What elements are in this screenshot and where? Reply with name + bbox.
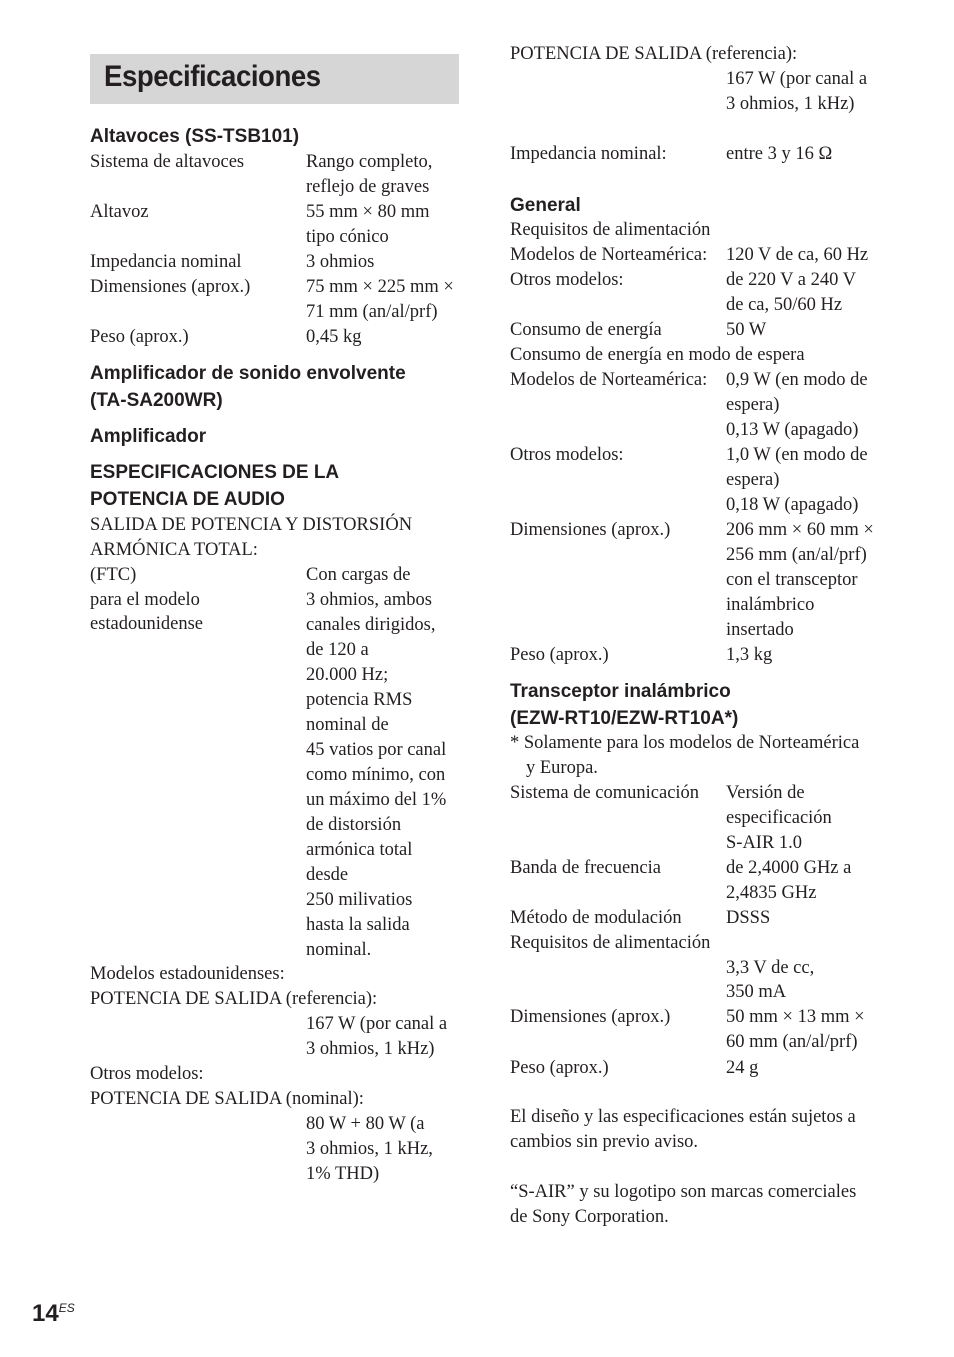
consumption-value: 50 W (726, 320, 767, 340)
spec-label: Sistema de altavoces (90, 152, 245, 172)
amplifier-heading: Amplificador (90, 426, 207, 447)
ref-output-value: 167 W (por canal a (726, 69, 868, 89)
dims-value: 206 mm × 60 mm × (726, 520, 874, 540)
impedance-value: entre 3 y 16 Ω (726, 144, 833, 164)
dims-value: insertado (726, 620, 794, 640)
spec-value: 0,45 kg (306, 327, 362, 347)
dims-value: con el transceptor (726, 570, 858, 590)
ftc-value-line: Con cargas de (306, 565, 411, 585)
ftc-label: estadounidense (90, 614, 204, 634)
us-models-label: Modelos estadounidenses: (90, 964, 285, 984)
ref-output-value: 3 ohmios, 1 kHz) (306, 1039, 435, 1059)
spec-label: Impedancia nominal (90, 252, 242, 272)
other-models-value: de 220 V a 240 V (726, 270, 857, 290)
spec-value: Rango completo, (306, 152, 433, 172)
spec-value: 75 mm × 225 mm × (306, 277, 454, 297)
tweight-value: 24 g (726, 1058, 759, 1078)
footnote: y Europa. (526, 758, 598, 778)
ftc-value-line: 250 milivatios (306, 890, 413, 910)
consumption-label: Consumo de energía (510, 320, 662, 340)
audio-heading: POTENCIA DE AUDIO (90, 489, 285, 510)
dims-value: 256 mm (an/al/prf) (726, 545, 867, 565)
transceiver-heading: Transceptor inalámbrico (510, 681, 731, 702)
trademark: “S-AIR” y su logotipo son marcas comerciales (510, 1182, 857, 1202)
ref-output-value: 167 W (por canal a (306, 1014, 448, 1034)
ftc-value-line: armónica total (306, 840, 413, 860)
standby-na-label: Modelos de Norteamérica: (510, 370, 708, 390)
weight-label: Peso (aprox.) (510, 645, 609, 665)
amp-heading: Amplificador de sonido envolvente (90, 363, 406, 384)
ftc-value-line: canales dirigidos, (306, 615, 436, 635)
nominal-output-value: 80 W + 80 W (a (306, 1114, 425, 1134)
page-lang: ES (58, 1301, 75, 1315)
ftc-label: (FTC) (90, 565, 137, 585)
nominal-output-value: 3 ohmios, 1 kHz, (306, 1139, 433, 1159)
spec-value: 3 ohmios (306, 252, 375, 272)
other-models-value: de ca, 50/60 Hz (726, 295, 843, 315)
spec-label: Dimensiones (aprox.) (90, 277, 251, 297)
page-title: Especificaciones (104, 60, 321, 93)
trademark: de Sony Corporation. (510, 1207, 669, 1227)
ftc-value-line: un máximo del 1% (306, 790, 447, 810)
tdims-label: Dimensiones (aprox.) (510, 1007, 671, 1027)
standby-other-value: espera) (726, 470, 780, 490)
spec-label: Peso (aprox.) (90, 327, 189, 347)
na-models-label: Modelos de Norteamérica: (510, 245, 708, 265)
ftc-label: para el modelo (90, 590, 200, 610)
ftc-value-line: 45 vatios por canal (306, 740, 447, 760)
power-req-label: Requisitos de alimentación (510, 220, 711, 240)
tpower-value: 350 mA (726, 982, 787, 1002)
ref-output-value: 3 ohmios, 1 kHz) (726, 94, 855, 114)
comm-label: Sistema de comunicación (510, 783, 700, 803)
general-heading: General (510, 195, 581, 216)
comm-value: especificación (726, 808, 832, 828)
nominal-output-value: 1% THD) (306, 1164, 380, 1184)
spec-value: reflejo de graves (306, 177, 430, 197)
other-models-label: Otros modelos: (510, 270, 624, 290)
standby-label: Consumo de energía en modo de espera (510, 345, 805, 365)
tweight-label: Peso (aprox.) (510, 1058, 609, 1078)
ftc-value-line: potencia RMS (306, 690, 413, 710)
comm-value: Versión de (726, 783, 805, 803)
band-value: de 2,4000 GHz a (726, 858, 852, 878)
spec-value: tipo cónico (306, 227, 389, 247)
tdims-value: 60 mm (an/al/prf) (726, 1032, 858, 1052)
speakers-heading: Altavoces (SS-TSB101) (90, 126, 300, 147)
tdims-value: 50 mm × 13 mm × (726, 1007, 865, 1027)
amp-heading: (TA-SA200WR) (90, 390, 223, 411)
band-label: Banda de frecuencia (510, 858, 661, 878)
tpower-value: 3,3 V de cc, (726, 958, 815, 978)
ftc-value-line: desde (306, 865, 349, 885)
nominal-output-label: POTENCIA DE SALIDA (nominal): (90, 1089, 364, 1109)
mod-value: DSSS (726, 908, 771, 928)
ref-output-label: POTENCIA DE SALIDA (referencia): (510, 44, 798, 64)
tpower-label: Requisitos de alimentación (510, 933, 711, 953)
page-number (32, 1300, 75, 1328)
ftc-value-line: nominal. (306, 940, 372, 960)
spec-value: 71 mm (an/al/prf) (306, 302, 438, 322)
standby-na-value: espera) (726, 395, 780, 415)
spec-label: Altavoz (90, 202, 149, 222)
title-box (90, 54, 459, 104)
other-models-label: Otros modelos: (90, 1064, 204, 1084)
standby-other-label: Otros modelos: (510, 445, 624, 465)
ftc-value-line: nominal de (306, 715, 389, 735)
dims-value: inalámbrico (726, 595, 815, 615)
ftc-value-line: de distorsión (306, 815, 402, 835)
spec-value: 55 mm × 80 mm (306, 202, 430, 222)
ftc-value-line: como mínimo, con (306, 765, 446, 785)
distortion-label: SALIDA DE POTENCIA Y DISTORSIÓN (90, 515, 413, 535)
ref-output-label: POTENCIA DE SALIDA (referencia): (90, 989, 378, 1009)
dims-label: Dimensiones (aprox.) (510, 520, 671, 540)
footnote: * Solamente para los modelos de Norteamérica (510, 733, 860, 753)
mod-label: Método de modulación (510, 908, 682, 928)
na-models-value: 120 V de ca, 60 Hz (726, 245, 869, 265)
notice: cambios sin previo aviso. (510, 1132, 699, 1152)
standby-na-value: 0,9 W (en modo de (726, 370, 868, 390)
standby-other-value: 0,18 W (apagado) (726, 495, 859, 515)
weight-value: 1,3 kg (726, 645, 773, 665)
band-value: 2,4835 GHz (726, 883, 817, 903)
standby-na-value: 0,13 W (apagado) (726, 420, 859, 440)
comm-value: S-AIR 1.0 (726, 833, 803, 853)
standby-other-value: 1,0 W (en modo de (726, 445, 868, 465)
notice: El diseño y las especificaciones están sujetos a (510, 1107, 856, 1127)
ftc-value-line: 3 ohmios, ambos (306, 590, 432, 610)
ftc-value-line: 20.000 Hz; (306, 665, 389, 685)
ftc-value (306, 563, 446, 963)
audio-heading: ESPECIFICACIONES DE LA (90, 462, 340, 483)
ftc-value-line: hasta la salida (306, 915, 410, 935)
transceiver-heading: (EZW-RT10/EZW-RT10A*) (510, 708, 739, 729)
distortion-label: ARMÓNICA TOTAL: (90, 540, 258, 560)
page-number-value: 14 (32, 1300, 59, 1327)
ftc-value-line: de 120 a (306, 640, 369, 660)
impedance-label: Impedancia nominal: (510, 144, 667, 164)
